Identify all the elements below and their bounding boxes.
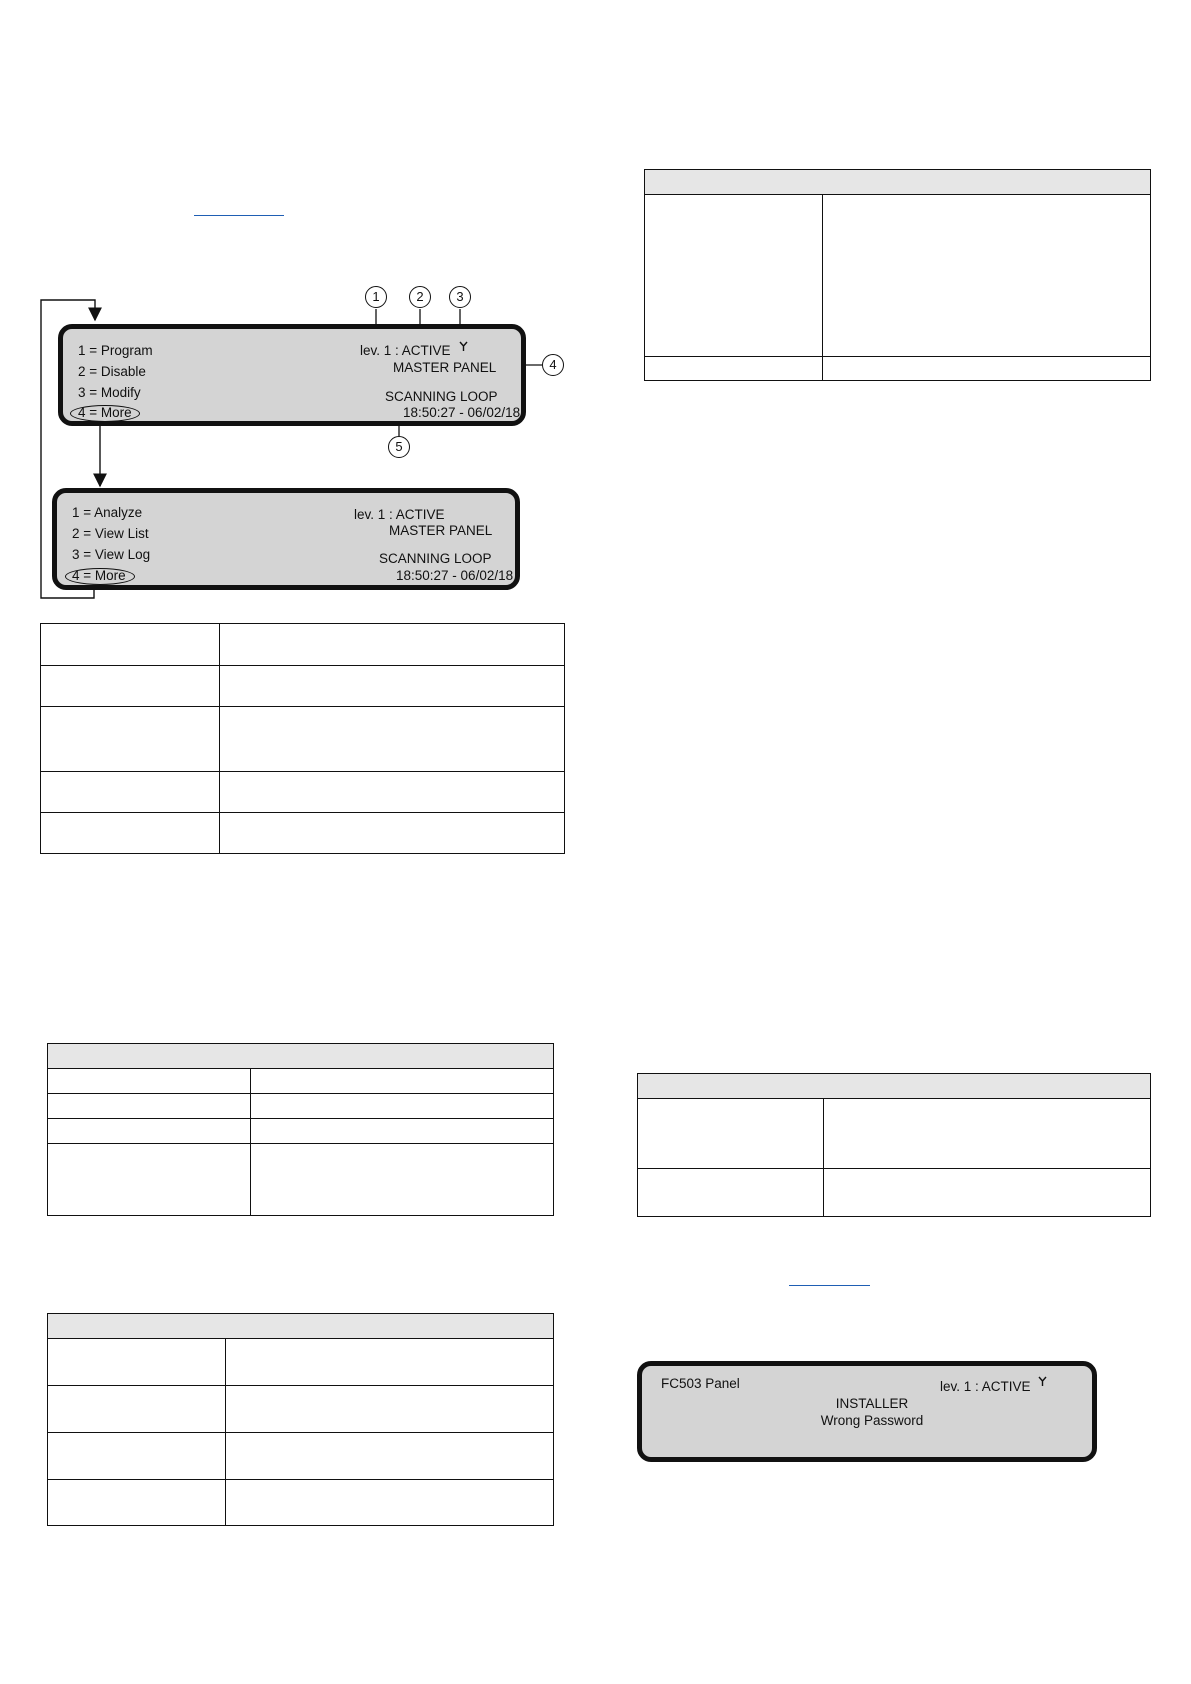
hyperlink-underline-bottom[interactable] bbox=[789, 1285, 870, 1286]
status-level: lev. 1 : ACTIVE bbox=[354, 507, 445, 522]
table-row bbox=[48, 1144, 553, 1217]
callout-1: 1 bbox=[365, 286, 387, 308]
status-time: 18:50:27 - 06/02/18 bbox=[396, 568, 514, 583]
table-row bbox=[638, 1169, 1150, 1218]
table-c bbox=[47, 1313, 554, 1526]
table-row bbox=[41, 624, 564, 666]
table-header bbox=[638, 1074, 1150, 1099]
table-header bbox=[645, 170, 1150, 195]
table-row bbox=[48, 1119, 553, 1144]
status-panel-name: MASTER PANEL bbox=[393, 360, 497, 375]
menu-item-more[interactable]: 4 = More bbox=[78, 405, 132, 420]
status-loop: SCANNING LOOP bbox=[379, 551, 492, 566]
callout-3: 3 bbox=[449, 286, 471, 308]
menu-item-more[interactable]: 4 = More bbox=[72, 568, 126, 583]
table-row bbox=[41, 772, 564, 813]
table-row bbox=[645, 195, 1150, 357]
table-row bbox=[48, 1339, 553, 1386]
status-loop: SCANNING LOOP bbox=[385, 389, 498, 404]
table-header bbox=[48, 1044, 553, 1069]
callout-4: 4 bbox=[542, 354, 564, 376]
table-row bbox=[41, 666, 564, 707]
wrong-password-message: Wrong Password bbox=[820, 1413, 924, 1428]
table-header bbox=[48, 1314, 553, 1339]
status-time: 18:50:27 - 06/02/18 bbox=[403, 405, 521, 420]
callout-5: 5 bbox=[388, 436, 410, 458]
table-row bbox=[41, 707, 564, 772]
status-panel-name: MASTER PANEL bbox=[389, 523, 493, 538]
menu-item-view-log[interactable]: 3 = View Log bbox=[72, 547, 151, 562]
menu-item-program[interactable]: 1 = Program bbox=[78, 343, 153, 358]
table-row bbox=[48, 1386, 553, 1433]
menu-item-disable[interactable]: 2 = Disable bbox=[78, 364, 146, 379]
table-e bbox=[637, 1073, 1151, 1217]
table-row bbox=[645, 357, 1150, 382]
table-row bbox=[48, 1094, 553, 1119]
panel-name: FC503 Panel bbox=[661, 1376, 740, 1391]
lcd-panel-more bbox=[52, 488, 520, 590]
lcd-panel-password bbox=[637, 1361, 1097, 1462]
signal-icon bbox=[459, 341, 468, 355]
signal-icon bbox=[1038, 1376, 1047, 1390]
table-row bbox=[48, 1069, 553, 1094]
menu-item-analyze[interactable]: 1 = Analyze bbox=[72, 505, 143, 520]
menu-item-modify[interactable]: 3 = Modify bbox=[78, 385, 141, 400]
table-row bbox=[48, 1433, 553, 1480]
status-level: lev. 1 : ACTIVE bbox=[360, 343, 451, 358]
table-row bbox=[41, 813, 564, 855]
table-row bbox=[638, 1099, 1150, 1169]
table-b bbox=[47, 1043, 554, 1216]
callout-2: 2 bbox=[409, 286, 431, 308]
lcd-panel-main bbox=[58, 324, 526, 426]
menu-item-view-list[interactable]: 2 = View List bbox=[72, 526, 149, 541]
installer-label: INSTALLER bbox=[835, 1396, 909, 1411]
status-level: lev. 1 : ACTIVE bbox=[940, 1379, 1031, 1394]
table-row bbox=[48, 1480, 553, 1527]
table-a bbox=[40, 623, 565, 854]
table-d bbox=[644, 169, 1151, 381]
